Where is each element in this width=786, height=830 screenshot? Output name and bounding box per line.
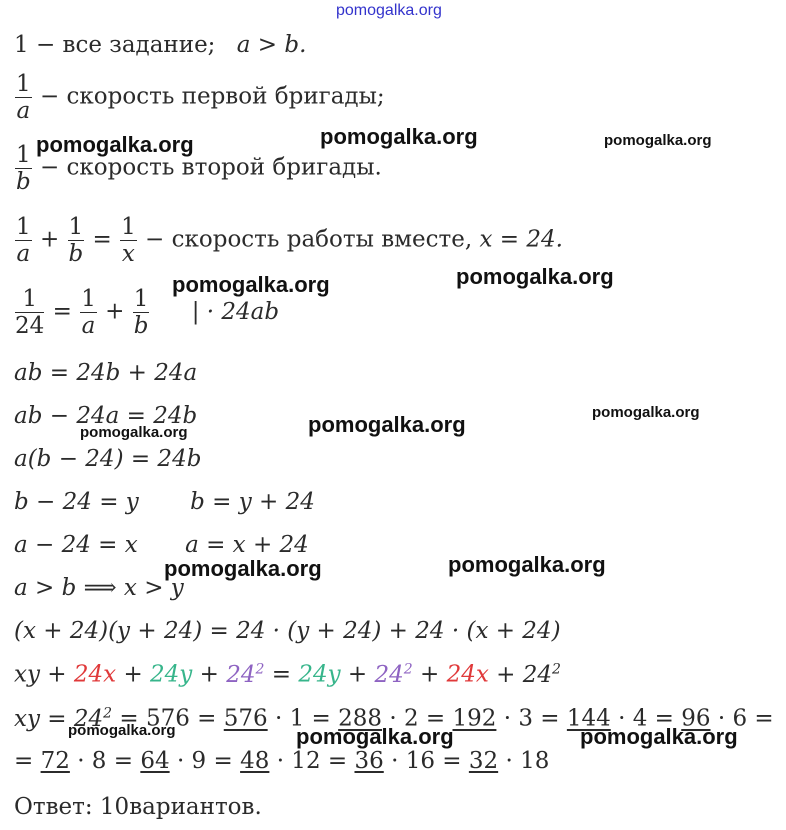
line-10 [14, 534, 309, 557]
numerator: 1 [16, 142, 31, 168]
factor: · 9 = [176, 748, 233, 774]
answer: Ответ: 10вариантов. [14, 794, 262, 820]
watermark: pomogalka.org [172, 272, 330, 297]
fraction [133, 287, 150, 338]
line-3-text: − скорость второй бригады. [39, 154, 382, 181]
denominator: b [15, 169, 31, 196]
watermark: pomogalka.org [308, 412, 466, 437]
line-9-right: b = y + 24 [190, 489, 315, 515]
plus-sign: + [347, 661, 368, 688]
plus-sign: + [123, 661, 143, 688]
factor: · 3 = [503, 705, 560, 732]
line-10-left: a − 24 = x [14, 532, 138, 558]
underlined-factor: 32 [468, 748, 499, 774]
equals-sign: = [271, 661, 291, 688]
line-1-text: 1 − все задание; [14, 32, 216, 58]
underlined-factor: 144 [566, 705, 611, 732]
watermark: pomogalka.org [164, 556, 322, 581]
term-red: 24x [446, 661, 489, 688]
line-2-text: − скорость первой бригады; [39, 83, 385, 110]
plus-sign: + [420, 661, 440, 688]
line-6: ab = 24b + 24a [14, 360, 198, 386]
fraction [120, 215, 137, 266]
line-8: a(b − 24) = 24b [14, 446, 202, 472]
fraction [15, 143, 32, 194]
term-green: 24y [298, 661, 341, 688]
denominator: a [16, 241, 31, 268]
equals-sign: = [52, 298, 72, 325]
line-4 [14, 215, 563, 266]
equals-sign: = [92, 226, 112, 253]
factor: · 8 = [77, 748, 134, 774]
underlined-factor: 576 [223, 705, 268, 732]
watermark: pomogalka.org [320, 124, 478, 149]
fraction [80, 287, 97, 338]
plus-sign: + [105, 298, 125, 325]
numerator: 1 [133, 286, 149, 312]
plus-sign: + [199, 661, 219, 688]
line-9 [14, 491, 315, 514]
underlined-factor: 288 [338, 705, 383, 732]
line-15 [14, 750, 549, 773]
watermark: pomogalka.org [36, 132, 194, 157]
fraction [15, 72, 32, 123]
denominator: a [81, 313, 96, 340]
factor: · 1 = [274, 705, 331, 732]
line-2 [14, 72, 385, 123]
factor: · 12 = [276, 748, 348, 774]
denominator: 24 [15, 313, 45, 340]
watermark: pomogalka.org [80, 424, 188, 441]
denominator: a [16, 98, 31, 125]
line-13 [14, 662, 561, 687]
underlined-factor: 96 [681, 705, 711, 732]
term-purple: $24^2$ [374, 661, 413, 688]
underlined-factor: 64 [140, 748, 170, 774]
fraction [15, 215, 32, 266]
numerator: 1 [68, 214, 84, 240]
numerator: 1 [16, 214, 31, 240]
line-9-left: b − 24 = y [14, 489, 139, 515]
factor: · 4 = [618, 705, 674, 732]
line-1 [14, 34, 306, 57]
denominator: b [68, 241, 84, 268]
underlined-factor: 36 [354, 748, 384, 774]
watermark: pomogalka.org [604, 132, 712, 149]
line-7: ab − 24a = 24b [14, 403, 198, 429]
term: + $24^2$ [496, 661, 561, 688]
numerator: 1 [81, 286, 96, 312]
line-14-value: = 576 = [119, 705, 217, 732]
underlined-factor: 72 [40, 748, 70, 774]
watermark: pomogalka.org [456, 264, 614, 289]
underlined-factor: 192 [452, 705, 497, 732]
line-14-start: xy = $24^2$ [14, 705, 113, 732]
watermark: pomogalka.org [580, 724, 738, 749]
plus-sign: + [39, 226, 60, 253]
watermark: pomogalka.org [68, 722, 176, 739]
line-11: a > b ⟹ x > y [14, 575, 184, 601]
equals-sign: = [14, 748, 34, 774]
line-1-condition: a > b. [236, 32, 307, 58]
factor: · 18 [505, 748, 550, 774]
watermark: pomogalka.org [592, 404, 700, 421]
underlined-factor: 48 [240, 748, 270, 774]
term-green: 24y [150, 661, 193, 688]
watermark-top: pomogalka.org [336, 2, 442, 19]
line-12: (x + 24)(y + 24) = 24 · (y + 24) + 24 · (x + 24) [14, 618, 561, 644]
factor: · 16 = [391, 748, 462, 774]
watermark: pomogalka.org [448, 552, 606, 577]
line-4-text: − скорость работы вместе, [145, 226, 473, 253]
denominator: x [121, 241, 135, 268]
denominator: b [133, 313, 149, 340]
factor: · 2 = [389, 705, 446, 732]
line-4-condition: x = 24. [479, 226, 563, 253]
line-10-right: a = x + 24 [185, 532, 309, 558]
fraction [15, 287, 44, 338]
factor: · 6 = [717, 705, 774, 732]
numerator: 1 [15, 287, 44, 313]
term: xy + [14, 661, 67, 688]
numerator: 1 [16, 71, 31, 97]
watermark: pomogalka.org [296, 724, 454, 749]
term-red: 24x [73, 661, 117, 688]
term-purple: $24^2$ [226, 661, 265, 688]
fraction [68, 215, 85, 266]
line-5-multiplier: | · 24ab [191, 298, 280, 325]
numerator: 1 [121, 214, 136, 240]
